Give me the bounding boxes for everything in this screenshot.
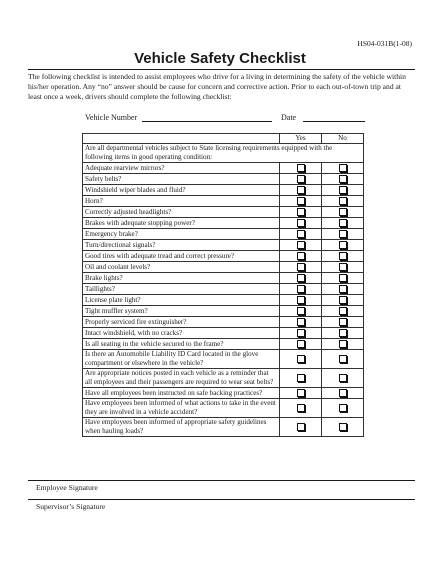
- no-checkbox[interactable]: [339, 175, 347, 183]
- no-cell: [322, 295, 364, 306]
- checklist-row: [83, 174, 364, 185]
- checklist-row: [83, 295, 364, 306]
- yes-checkbox[interactable]: [297, 197, 305, 205]
- no-checkbox[interactable]: [339, 219, 347, 227]
- vehicle-number-label: Vehicle Number: [85, 113, 138, 122]
- no-cell: [322, 418, 364, 437]
- no-cell: [322, 262, 364, 273]
- no-cell: [322, 388, 364, 399]
- date-field[interactable]: [303, 121, 365, 122]
- yes-cell: [280, 185, 322, 196]
- no-cell: [322, 163, 364, 174]
- no-checkbox[interactable]: [339, 241, 347, 249]
- yes-cell: [280, 317, 322, 328]
- checklist-table: [82, 133, 364, 437]
- checklist-row: [83, 339, 364, 350]
- no-cell: [322, 207, 364, 218]
- no-cell: [322, 229, 364, 240]
- yes-cell: [280, 418, 322, 437]
- checklist-question: License plate light?: [83, 295, 280, 306]
- yes-checkbox[interactable]: [297, 208, 305, 216]
- yes-checkbox[interactable]: [297, 307, 305, 315]
- yes-cell: [280, 229, 322, 240]
- yes-checkbox[interactable]: [297, 355, 305, 363]
- checklist-question: Adequate rearview mirrors?: [83, 163, 280, 174]
- employee-signature-label: Employee Signature: [36, 483, 98, 492]
- checklist-row: [83, 418, 364, 437]
- no-checkbox[interactable]: [339, 164, 347, 172]
- checklist-row: [83, 218, 364, 229]
- yes-cell: [280, 339, 322, 350]
- checklist-question: Emergency brake?: [83, 229, 280, 240]
- yes-cell: [280, 251, 322, 262]
- yes-cell: [280, 174, 322, 185]
- yes-checkbox[interactable]: [297, 340, 305, 348]
- no-checkbox[interactable]: [339, 186, 347, 194]
- no-checkbox[interactable]: [339, 285, 347, 293]
- checklist-question: Correctly adjusted headlights?: [83, 207, 280, 218]
- yes-checkbox[interactable]: [297, 241, 305, 249]
- yes-cell: [280, 284, 322, 295]
- checklist-row: [83, 196, 364, 207]
- no-cell: [322, 399, 364, 418]
- no-checkbox[interactable]: [339, 340, 347, 348]
- no-checkbox[interactable]: [339, 374, 347, 382]
- table-header-row: [83, 134, 364, 144]
- checklist-question: Brakes with adequate stopping power?: [83, 218, 280, 229]
- section-intro: Are all departmental vehicles subject to State licensing requirements equipped with the following items in good operating condition:: [83, 144, 364, 163]
- checklist-row: [83, 388, 364, 399]
- checklist-row: [83, 306, 364, 317]
- title-rule: [28, 69, 415, 70]
- checklist-row: [83, 185, 364, 196]
- no-checkbox[interactable]: [339, 404, 347, 412]
- checklist-row: [83, 251, 364, 262]
- no-checkbox[interactable]: [339, 318, 347, 326]
- supervisor-signature-line[interactable]: [28, 499, 415, 500]
- yes-cell: [280, 240, 322, 251]
- form-code: HS04-031B(1-08): [357, 39, 412, 48]
- yes-cell: [280, 350, 322, 369]
- yes-checkbox[interactable]: [297, 389, 305, 397]
- no-cell: [322, 339, 364, 350]
- checklist-question: Oil and coolant levels?: [83, 262, 280, 273]
- checklist-row: [83, 240, 364, 251]
- no-checkbox[interactable]: [339, 274, 347, 282]
- yes-cell: [280, 388, 322, 399]
- checklist-question: Brake lights?: [83, 273, 280, 284]
- no-checkbox[interactable]: [339, 307, 347, 315]
- employee-signature-line[interactable]: [28, 480, 415, 481]
- yes-cell: [280, 328, 322, 339]
- no-cell: [322, 317, 364, 328]
- no-checkbox[interactable]: [339, 355, 347, 363]
- checklist-question: Have employees been informed of what actions to take in the event they are involved in a vehicle accident?: [83, 399, 280, 418]
- yes-checkbox[interactable]: [297, 164, 305, 172]
- no-cell: [322, 328, 364, 339]
- yes-cell: [280, 262, 322, 273]
- checklist-question: Safety belts?: [83, 174, 280, 185]
- checklist-question: Are appropriate notices posted in each vehicle as a reminder that all employees and their passengers are required to wear seat belts?: [83, 369, 280, 388]
- yes-checkbox[interactable]: [297, 296, 305, 304]
- checklist-question: Is all seating in the vehicle secured to the frame?: [83, 339, 280, 350]
- checklist-row: [83, 369, 364, 388]
- yes-checkbox[interactable]: [297, 263, 305, 271]
- yes-checkbox[interactable]: [297, 318, 305, 326]
- no-checkbox[interactable]: [339, 296, 347, 304]
- no-checkbox[interactable]: [339, 252, 347, 260]
- checklist-question: Turn/directional signals?: [83, 240, 280, 251]
- no-cell: [322, 273, 364, 284]
- yes-column-header: Yes: [280, 134, 322, 144]
- no-cell: [322, 369, 364, 388]
- checklist-row: [83, 317, 364, 328]
- yes-cell: [280, 163, 322, 174]
- no-checkbox[interactable]: [339, 389, 347, 397]
- no-checkbox[interactable]: [339, 197, 347, 205]
- yes-checkbox[interactable]: [297, 175, 305, 183]
- no-cell: [322, 185, 364, 196]
- checklist-question: Horn?: [83, 196, 280, 207]
- supervisor-signature-label: Supervisor’s Signature: [36, 502, 106, 511]
- yes-cell: [280, 295, 322, 306]
- yes-cell: [280, 218, 322, 229]
- yes-checkbox[interactable]: [297, 252, 305, 260]
- vehicle-number-field[interactable]: [142, 121, 272, 122]
- yes-cell: [280, 399, 322, 418]
- date-label: Date: [281, 113, 297, 122]
- no-cell: [322, 218, 364, 229]
- checklist-row: [83, 399, 364, 418]
- yes-checkbox[interactable]: [297, 186, 305, 194]
- checklist-question: Have all employees been instructed on safe backing practices?: [83, 388, 280, 399]
- checklist-row: [83, 229, 364, 240]
- no-checkbox[interactable]: [339, 423, 347, 431]
- no-column-header: No: [322, 134, 364, 144]
- page-title: Vehicle Safety Checklist: [134, 50, 306, 67]
- checklist-row: [83, 350, 364, 369]
- checklist-row: [83, 262, 364, 273]
- no-checkbox[interactable]: [339, 208, 347, 216]
- no-cell: [322, 306, 364, 317]
- no-checkbox[interactable]: [339, 329, 347, 337]
- yes-checkbox[interactable]: [297, 374, 305, 382]
- yes-checkbox[interactable]: [297, 423, 305, 431]
- yes-cell: [280, 306, 322, 317]
- checklist-question: Have employees been informed of appropriate safety guidelines when hauling loads?: [83, 418, 280, 437]
- yes-checkbox[interactable]: [297, 219, 305, 227]
- no-cell: [322, 350, 364, 369]
- checklist-row: [83, 284, 364, 295]
- checklist-row: [83, 328, 364, 339]
- checklist-question: Is there an Automobile Liability ID Card located in the glove compartment or elsewhere in the vehicle?: [83, 350, 280, 369]
- no-cell: [322, 251, 364, 262]
- yes-cell: [280, 207, 322, 218]
- yes-checkbox[interactable]: [297, 285, 305, 293]
- checklist-row: [83, 163, 364, 174]
- no-cell: [322, 240, 364, 251]
- section-intro-row: [83, 144, 364, 163]
- no-checkbox[interactable]: [339, 230, 347, 238]
- yes-checkbox[interactable]: [297, 404, 305, 412]
- checklist-question: Taillights?: [83, 284, 280, 295]
- checklist-question: Tight muffler system?: [83, 306, 280, 317]
- yes-checkbox[interactable]: [297, 329, 305, 337]
- yes-checkbox[interactable]: [297, 230, 305, 238]
- header-blank: [83, 134, 280, 144]
- no-checkbox[interactable]: [339, 263, 347, 271]
- no-cell: [322, 196, 364, 207]
- intro-paragraph: The following checklist is intended to assist employees who drive for a living in determining the safety of the vehicle within his/her operation. Any “no” answer should be cause for concern and corrective action. Prior to each out-of-town trip and at least once a week, drivers should complete the following checklist:: [28, 72, 406, 102]
- yes-checkbox[interactable]: [297, 274, 305, 282]
- checklist-question: Good tires with adequate tread and correct pressure?: [83, 251, 280, 262]
- checklist-question: Intact windshield, with no cracks?: [83, 328, 280, 339]
- yes-cell: [280, 196, 322, 207]
- checklist-row: [83, 273, 364, 284]
- yes-cell: [280, 273, 322, 284]
- no-cell: [322, 284, 364, 295]
- checklist-row: [83, 207, 364, 218]
- no-cell: [322, 174, 364, 185]
- checklist-question: Properly serviced fire extinguisher?: [83, 317, 280, 328]
- checklist-question: Windshield wiper blades and fluid?: [83, 185, 280, 196]
- yes-cell: [280, 369, 322, 388]
